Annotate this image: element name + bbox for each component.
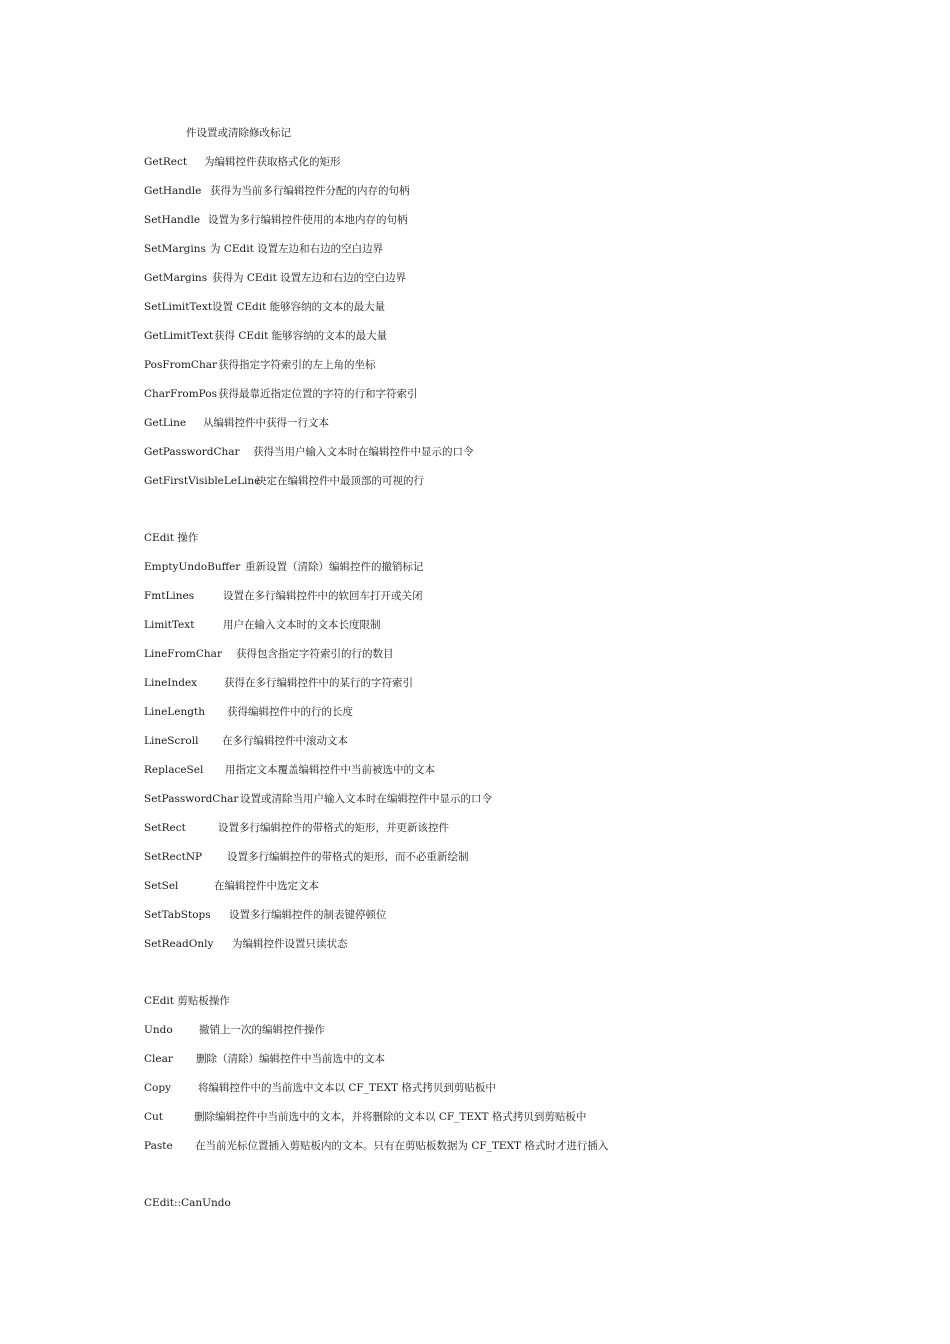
doc-line (144, 474, 424, 488)
method-description: 撤销上一次的编辑控件操作 (199, 1024, 325, 1036)
method-name: Paste (144, 1140, 173, 1152)
doc-line (144, 647, 394, 661)
method-name: FmtLines (144, 590, 195, 602)
doc-line (144, 879, 319, 893)
method-description: 获得包含指定字符索引的行的数目 (236, 648, 394, 660)
doc-line (144, 705, 353, 719)
method-description: 为编辑控件设置只读状态 (232, 938, 348, 950)
doc-line (144, 184, 410, 198)
doc-line (144, 271, 406, 285)
doc-line (144, 589, 423, 603)
doc-line (144, 821, 449, 835)
method-name: SetLimitText (144, 301, 213, 313)
doc-line (144, 1081, 496, 1095)
method-description: 设置 CEdit 能够容纳的文本的最大量 (212, 301, 386, 313)
method-description: 获得指定字符索引的左上角的坐标 (218, 359, 376, 371)
doc-line (144, 387, 418, 401)
method-description: 获得当用户输入文本时在编辑控件中显示的口令 (253, 446, 474, 458)
method-description: 获得最靠近指定位置的字符的行和字符索引 (218, 388, 418, 400)
method-description: 获得 CEdit 能够容纳的文本的最大量 (214, 330, 388, 342)
doc-line (144, 300, 385, 314)
doc-line (144, 1052, 385, 1066)
doc-line (144, 445, 474, 459)
method-name: SetRectNP (144, 851, 203, 863)
method-name: SetHandle (144, 214, 201, 226)
doc-line (144, 329, 387, 343)
doc-line (144, 358, 376, 372)
doc-line (144, 1139, 608, 1153)
method-name: LineScroll (144, 735, 199, 747)
doc-line (144, 1023, 325, 1037)
doc-line (144, 618, 381, 632)
method-description: 设置多行编辑控件的带格式的矩形，而不必重新绘制 (227, 851, 469, 863)
doc-line (144, 560, 424, 574)
method-name: Undo (144, 1024, 173, 1036)
method-name: Clear (144, 1053, 173, 1065)
doc-line (144, 937, 348, 951)
method-description: 在编辑控件中选定文本 (214, 880, 319, 892)
doc-line (144, 242, 383, 256)
doc-line (144, 792, 492, 806)
method-name: ReplaceSel (144, 764, 204, 776)
doc-line (144, 850, 469, 864)
method-description: 将编辑控件中的当前选中文本以 CF_TEXT 格式拷贝到剪贴板中 (198, 1082, 496, 1094)
section-heading (144, 1196, 231, 1210)
method-description: 设置为多行编辑控件使用的本地内存的句柄 (208, 214, 408, 226)
method-description: 获得在多行编辑控件中的某行的字符索引 (224, 677, 413, 689)
method-description: 用指定文本覆盖编辑控件中当前被选中的文本 (225, 764, 435, 776)
method-name: SetMargins (144, 243, 206, 255)
method-description: 在当前光标位置插入剪贴板内的文本。只有在剪贴板数据为 CF_TEXT 格式时才进行插入 (195, 1140, 609, 1152)
method-name: GetPasswordChar (144, 446, 240, 458)
method-name: CharFromPos (144, 388, 218, 400)
doc-line (144, 908, 387, 922)
method-description: 从编辑控件中获得一行文本 (203, 417, 329, 429)
method-name: Copy (144, 1082, 172, 1094)
method-name: LimitText (144, 619, 195, 631)
method-description: 为 CEdit 设置左边和右边的空白边界 (210, 243, 384, 255)
doc-line (144, 763, 435, 777)
method-description: 设置或清除当用户输入文本时在编辑控件中显示的口令 (240, 793, 492, 805)
method-description: 设置在多行编辑控件中的软回车打开或关闭 (223, 590, 423, 602)
method-name: PosFromChar (144, 359, 218, 371)
method-name: GetLimitText (144, 330, 214, 342)
method-name: SetSel (144, 880, 179, 892)
method-name: LineIndex (144, 677, 198, 689)
method-name: GetFirstVisibleLeLine (144, 475, 261, 487)
doc-line (144, 1110, 586, 1124)
doc-line (144, 676, 413, 690)
method-name: SetTabStops (144, 909, 211, 921)
method-name: SetRect (144, 822, 186, 834)
method-name: GetMargins (144, 272, 208, 284)
method-description: 获得为当前多行编辑控件分配的内存的句柄 (210, 185, 410, 197)
section-heading (144, 531, 198, 545)
method-description: 设置多行编辑控件的制表键停顿位 (229, 909, 387, 921)
method-description: 在多行编辑控件中滚动文本 (222, 735, 348, 747)
method-description: 件设置或清除修改标记 (186, 127, 291, 139)
section-title: CEdit 操作 (144, 532, 199, 544)
method-name: LineFromChar (144, 648, 222, 660)
doc-line (144, 213, 408, 227)
method-name: Cut (144, 1111, 164, 1123)
method-description: 设置多行编辑控件的带格式的矩形，并更新该控件 (218, 822, 449, 834)
section-title: CEdit 剪贴板操作 (144, 995, 230, 1007)
method-name: EmptyUndoBuffer (144, 561, 241, 573)
method-name: SetReadOnly (144, 938, 214, 950)
method-description: 获得编辑控件中的行的长度 (227, 706, 353, 718)
method-name: LineLength (144, 706, 205, 718)
doc-line (144, 126, 291, 140)
method-name: GetHandle (144, 185, 202, 197)
method-name: GetRect (144, 156, 188, 168)
doc-line (144, 734, 348, 748)
section-heading (144, 994, 230, 1008)
method-description: 为编辑控件获取格式化的矩形 (204, 156, 341, 168)
method-name: GetLine (144, 417, 187, 429)
section-title: CEdit::CanUndo (144, 1197, 231, 1209)
doc-line (144, 416, 329, 430)
method-description: 删除编辑控件中当前选中的文本，并将删除的文本以 CF_TEXT 格式拷贝到剪贴板中 (194, 1111, 587, 1123)
method-description: 用户在输入文本时的文本长度限制 (223, 619, 381, 631)
method-description: 决定在编辑控件中最顶部的可视的行 (256, 475, 424, 487)
method-description: 重新设置（清除）编辑控件的撤销标记 (245, 561, 424, 573)
method-name: SetPasswordChar (144, 793, 239, 805)
method-description: 获得为 CEdit 设置左边和右边的空白边界 (212, 272, 407, 284)
method-description: 删除（清除）编辑控件中当前选中的文本 (196, 1053, 385, 1065)
doc-line (144, 155, 341, 169)
